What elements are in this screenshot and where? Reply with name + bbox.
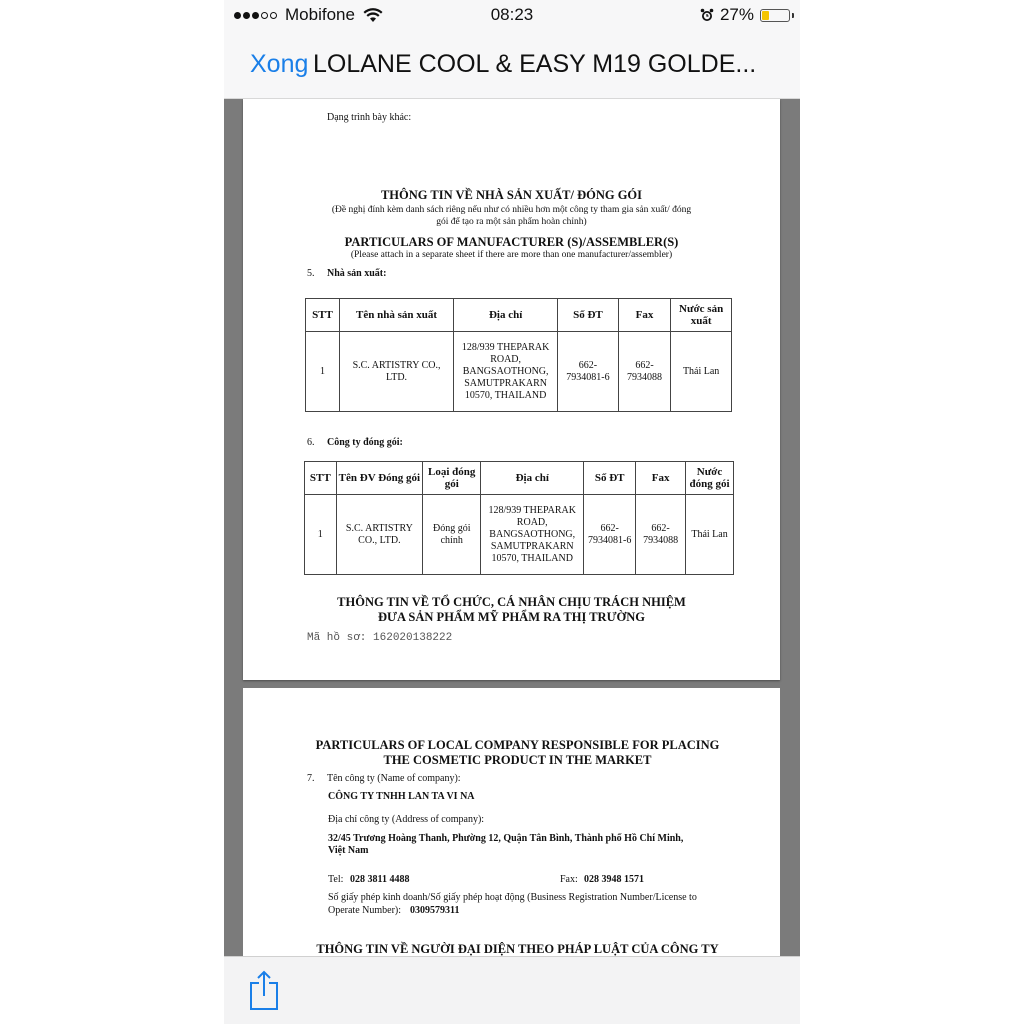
manufacturer-section-title-vi: THÔNG TIN VỀ NHÀ SẢN XUẤT/ ĐÓNG GÓI: [380, 188, 643, 202]
col-header-name: Tên nhà sản xuất: [339, 299, 453, 332]
local-company-title-line1: PARTICULARS OF LOCAL COMPANY RESPONSIBLE FOR PLACING: [315, 738, 720, 752]
clock: 08:23: [490, 5, 534, 24]
cell-fax: 662-7934088: [618, 332, 670, 412]
table-row: [305, 495, 734, 575]
col-header-stt: STT: [305, 462, 337, 495]
company-address-line2: Việt Nam: [328, 845, 369, 856]
col-header-type: Loại đóng gói: [423, 462, 481, 495]
col-header-stt: STT: [306, 299, 340, 332]
col-header-phone: Số ĐT: [558, 299, 619, 332]
cell-phone: 662-7934081-6: [558, 332, 619, 412]
legal-rep-title: THÔNG TIN VỀ NGƯỜI ĐẠI DIỆN THEO PHÁP LUẬT CỦA CÔNG TY: [316, 942, 719, 956]
cell-name: S.C. ARTISTRY CO., LTD.: [336, 495, 423, 575]
col-header-country: Nước đóng gói: [686, 462, 734, 495]
license-label-line2: Operate Number):: [328, 905, 402, 916]
fax-value: 028 3948 1571: [584, 874, 644, 885]
responsible-title-line2: ĐƯA SẢN PHẨM MỸ PHẨM RA THỊ TRƯỜNG: [377, 610, 645, 624]
section-note-en: (Please attach in a separate sheet if there are more than one manufacturer/assembler): [350, 250, 673, 260]
section-note-vi-line2: gói để tạo ra một sản phẩm hoàn chỉnh): [436, 217, 587, 227]
cell-type: Đóng gói chính: [423, 495, 481, 575]
battery-percent: 27%: [719, 5, 754, 24]
document-title: LOLANE COOL & EASY M19 GOLDE...: [313, 50, 757, 78]
item-number: 7.: [307, 773, 315, 784]
packer-table: [304, 461, 734, 575]
col-header-address: Địa chỉ: [481, 462, 584, 495]
alarm-icon: [700, 8, 714, 22]
cell-country: Thái Lan: [671, 332, 732, 412]
license-label-line1: Số giấy phép kinh doanh/Số giấy phép hoạt động (Business Registration Number/License to: [328, 892, 697, 903]
manufacturer-heading: Nhà sản xuất:: [327, 268, 387, 279]
fax-label: Fax:: [560, 874, 578, 885]
cell-stt: 1: [305, 495, 337, 575]
company-address-line1: 32/45 Trương Hoàng Thanh, Phường 12, Quận Tân Bình, Thành phố Hồ Chí Minh,: [328, 833, 684, 844]
pdf-viewer[interactable]: [224, 99, 800, 956]
col-header-fax: Fax: [636, 462, 686, 495]
responsible-title-line1: THÔNG TIN VỀ TỔ CHỨC, CÁ NHÂN CHỊU TRÁCH NHIỆM: [337, 595, 686, 609]
manufacturer-section-title-en: PARTICULARS OF MANUFACTURER (S)/ASSEMBLER(S): [344, 235, 679, 249]
share-icon[interactable]: [248, 969, 280, 1013]
navigation-bar: [224, 32, 800, 99]
done-button[interactable]: Xong: [250, 50, 309, 78]
col-header-country: Nước sản xuất: [671, 299, 732, 332]
packer-heading: Công ty đóng gói:: [327, 437, 403, 448]
bottom-toolbar: [224, 956, 800, 1024]
col-header-name: Tên ĐV Đóng gói: [336, 462, 423, 495]
carrier-name: Mobifone: [285, 5, 355, 24]
pdf-page-2: [243, 688, 780, 956]
cell-fax: 662-7934088: [636, 495, 686, 575]
other-format-label: Dạng trình bày khác:: [327, 112, 412, 123]
company-name-label: Tên công ty (Name of company):: [327, 773, 461, 784]
cell-address: 128/939 THEPARAK ROAD, BANGSAOTHONG, SAMUTPRAKARN 10570, THAILAND: [454, 332, 558, 412]
col-header-address: Địa chỉ: [454, 299, 558, 332]
company-name: CÔNG TY TNHH LAN TA VI NA: [328, 791, 475, 802]
company-address-label: Địa chỉ công ty (Address of company):: [328, 814, 485, 825]
cell-name: S.C. ARTISTRY CO., LTD.: [339, 332, 453, 412]
tel-label: Tel:: [328, 874, 344, 885]
file-code: Mã hồ sơ: 162020138222: [307, 632, 453, 644]
manufacturer-table: [305, 298, 732, 412]
table-row: [306, 332, 732, 412]
section-note-vi-line1: (Đề nghị đính kèm danh sách riêng nếu như có nhiều hơn một công ty tham gia sản xuất/ đóng: [331, 205, 692, 215]
packer-heading-number: 6.: [307, 437, 315, 448]
cell-stt: 1: [306, 332, 340, 412]
tel-value: 028 3811 4488: [350, 874, 410, 885]
col-header-fax: Fax: [618, 299, 670, 332]
pdf-page-1: [243, 99, 780, 680]
cell-address: 128/939 THEPARAK ROAD, BANGSAOTHONG, SAMUTPRAKARN 10570, THAILAND: [481, 495, 584, 575]
cell-country: Thái Lan: [686, 495, 734, 575]
battery-icon: [760, 9, 790, 22]
local-company-title-line2: THE COSMETIC PRODUCT IN THE MARKET: [383, 753, 652, 767]
col-header-phone: Số ĐT: [584, 462, 636, 495]
manufacturer-heading-number: 5.: [307, 268, 315, 279]
license-number: 0309579311: [410, 905, 460, 916]
status-bar: [224, 0, 800, 32]
cell-phone: 662-7934081-6: [584, 495, 636, 575]
phone-screen: [224, 0, 800, 1024]
